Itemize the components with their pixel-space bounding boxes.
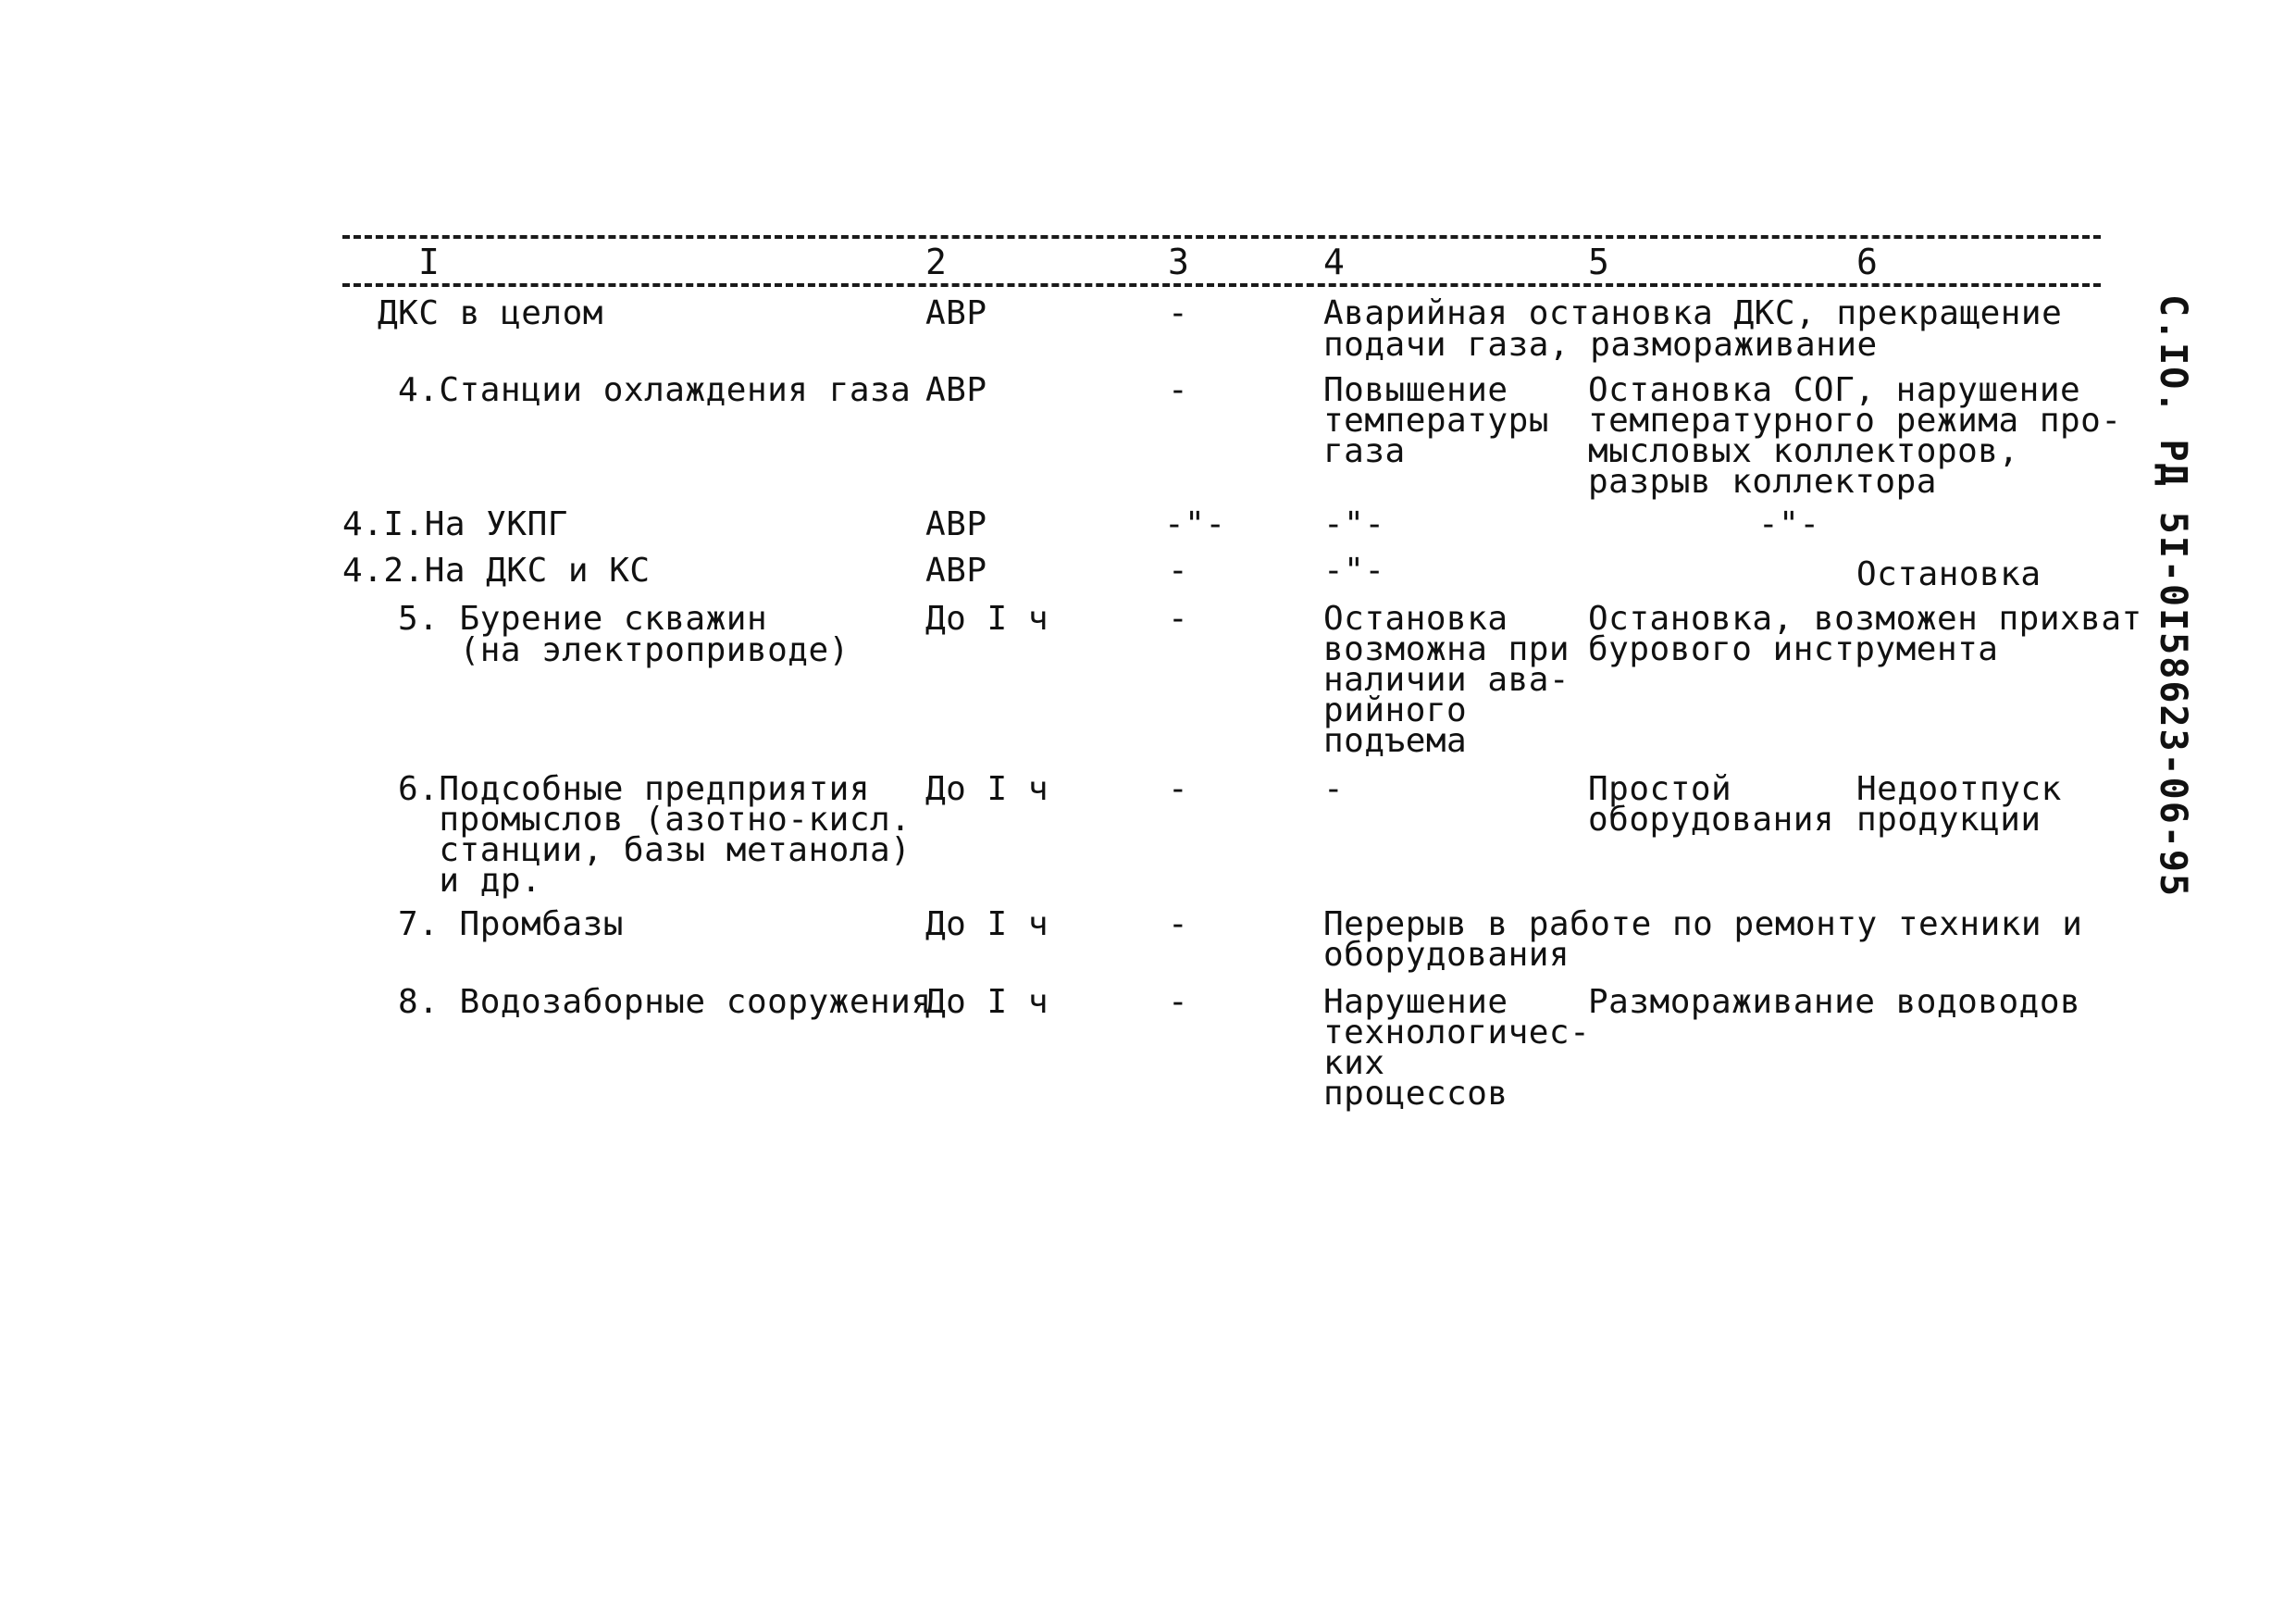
row-7-col3: - bbox=[1168, 905, 1189, 943]
row-2-col4-line: температуры bbox=[1323, 402, 1549, 440]
row-4-col6-line: Остановка bbox=[1856, 555, 2042, 593]
row-5-col3: - bbox=[1168, 600, 1189, 638]
column-header-3: 3 bbox=[1168, 242, 1190, 282]
row-5-col56-line: Остановка, возможен прихват bbox=[1588, 600, 2142, 638]
row-5-col1-line: (на электроприводе) bbox=[398, 631, 850, 669]
row-8-col4-line: технологичес- bbox=[1323, 1014, 1591, 1052]
row-2-col4-line: Повышение bbox=[1323, 371, 1508, 409]
row-3-col4-line: -"- bbox=[1323, 505, 1385, 543]
column-header-2: 2 bbox=[925, 242, 948, 282]
row-1-col2: АВР bbox=[925, 294, 987, 332]
row-1-col45-line: подачи газа, размораживание bbox=[1323, 326, 1878, 364]
row-2-col56-line: мысловых коллекторов, bbox=[1588, 432, 2019, 470]
row-6-col4-line: - bbox=[1323, 770, 1345, 808]
row-5-col56-line: бурового инструмента bbox=[1588, 630, 1999, 668]
row-6-col6-line: Недоотпуск bbox=[1856, 770, 2062, 808]
row-4-col1-line: 4.2.На ДКС и КС bbox=[342, 552, 651, 590]
row-2-col3: - bbox=[1168, 371, 1189, 409]
row-8-col2: До I ч bbox=[925, 983, 1049, 1021]
row-2-col56-line: температурного режима про- bbox=[1588, 402, 2122, 440]
row-6-col1-line: промыслов (азотно-кисл. bbox=[398, 801, 912, 839]
row-4-col2: АВР bbox=[925, 552, 987, 590]
row-6-col1-line: станции, базы метанола) bbox=[398, 831, 912, 869]
row-2-col2: АВР bbox=[925, 371, 987, 409]
row-6-col5-line: Простой bbox=[1588, 770, 1732, 808]
row-3-col2: АВР bbox=[925, 505, 987, 543]
row-6-col6-line: продукции bbox=[1856, 801, 2042, 839]
row-5-col4-line: рийного bbox=[1323, 691, 1468, 729]
row-1-col45-line: Аварийная остановка ДКС, прекращение bbox=[1323, 294, 2063, 332]
row-3-col1-line: 4.I.На УКПГ bbox=[342, 505, 568, 543]
row-2-col4-line: газа bbox=[1323, 432, 1406, 470]
row-3-col3: -"- bbox=[1164, 505, 1226, 543]
row-6-col1-line: и др. bbox=[398, 862, 542, 900]
row-8-col3: - bbox=[1168, 983, 1189, 1021]
row-4-col4-line: -"- bbox=[1323, 552, 1385, 590]
row-2-col56-line: разрыв коллектора bbox=[1588, 463, 1937, 501]
row-5-col4-line: наличии ава- bbox=[1323, 661, 1570, 699]
row-5-col4-line: возможна при bbox=[1323, 630, 1570, 668]
row-5-col2: До I ч bbox=[925, 600, 1049, 638]
row-8-col4-line: Нарушение bbox=[1323, 983, 1508, 1021]
row-5-col1-line: 5. Бурение скважин bbox=[398, 600, 768, 638]
row-1-col3: - bbox=[1168, 294, 1189, 332]
row-8-col1-line: 8. Водозаборные сооружения bbox=[398, 983, 932, 1021]
row-6-col1-line: 6.Подсобные предприятия bbox=[398, 770, 870, 808]
row-2-col56-line: Остановка СОГ, нарушение bbox=[1588, 371, 2081, 409]
row-6-col2: До I ч bbox=[925, 770, 1049, 808]
row-6-col5-line: оборудования bbox=[1588, 801, 1835, 839]
row-8-col4-line: ких bbox=[1323, 1044, 1385, 1082]
row-8-col56-line: Размораживание водоводов bbox=[1588, 983, 2081, 1021]
row-7-col45-line: оборудования bbox=[1323, 936, 1570, 974]
header-bottom-rule bbox=[342, 283, 2101, 287]
row-7-col1-line: 7. Промбазы bbox=[398, 905, 624, 943]
column-header-5: 5 bbox=[1588, 242, 1610, 282]
column-header-4: 4 bbox=[1323, 242, 1346, 282]
row-1-col1-line: ДКС в целом bbox=[378, 294, 603, 332]
header-top-rule bbox=[342, 235, 2101, 239]
column-header-1: I bbox=[418, 242, 441, 282]
row-5-col4-line: Остановка bbox=[1323, 600, 1508, 638]
column-header-6: 6 bbox=[1856, 242, 1879, 282]
document-code-label: С.IO. РД 5I-0I58623-06-95 bbox=[2152, 294, 2194, 899]
row-7-col2: До I ч bbox=[925, 905, 1049, 943]
row-6-col3: - bbox=[1168, 770, 1189, 808]
row-3-col56-line: -"- bbox=[1758, 505, 1820, 543]
row-7-col45-line: Перерыв в работе по ремонту техники и bbox=[1323, 905, 2083, 943]
row-5-col4-line: подъема bbox=[1323, 722, 1468, 760]
row-2-col1-line: 4.Станции охлаждения газа bbox=[398, 371, 912, 409]
row-8-col4-line: процессов bbox=[1323, 1075, 1508, 1113]
row-4-col3: - bbox=[1168, 552, 1189, 590]
